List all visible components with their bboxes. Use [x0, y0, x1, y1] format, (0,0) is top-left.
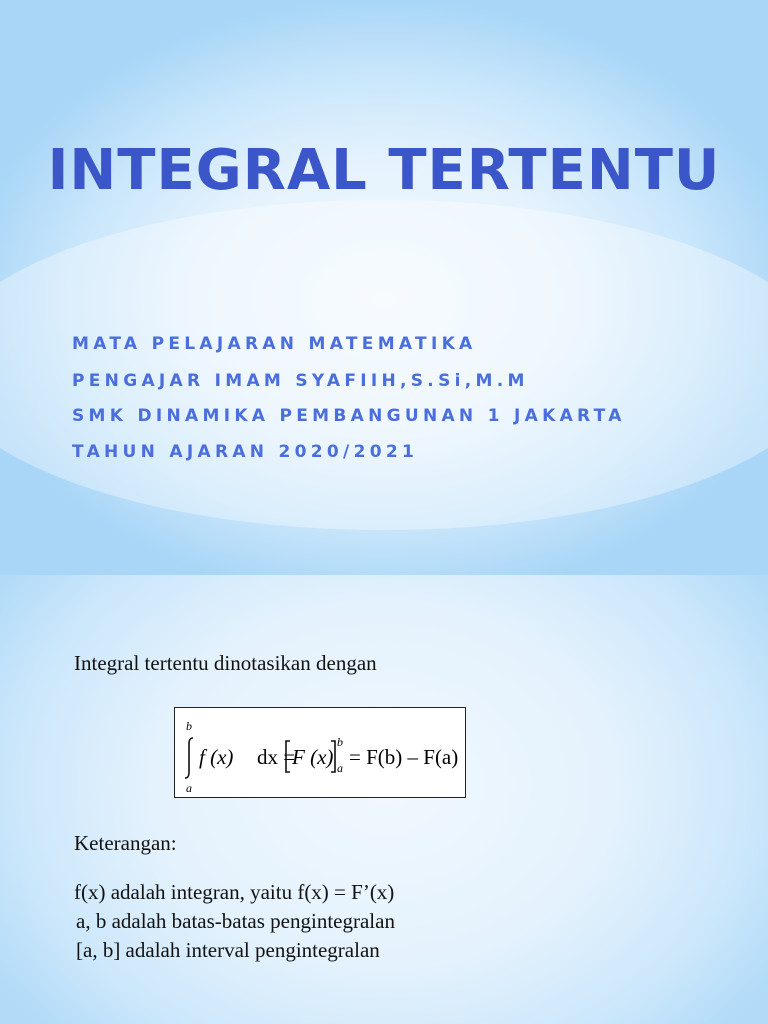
- background-oval: [0, 200, 768, 530]
- integrand: f (x): [199, 745, 234, 769]
- content-slide: [0, 575, 768, 1024]
- formula-result: = F(b) – F(a): [349, 745, 459, 769]
- dx-equals: dx =: [257, 745, 296, 769]
- intro-text: Integral tertentu dinotasikan dengan: [74, 651, 377, 675]
- keterangan-line-interval: [a, b] adalah interval pengintegralan: [76, 938, 380, 962]
- bracket-lower-limit: a: [337, 761, 343, 775]
- subtitle-year: TAHUN AJARAN 2020/2021: [72, 442, 419, 462]
- subtitle-school: SMK DINAMIKA PEMBANGUNAN 1 JAKARTA: [72, 406, 626, 426]
- integral-lower-limit: a: [186, 781, 192, 795]
- keterangan-heading: Keterangan:: [74, 831, 177, 855]
- keterangan-line-batas: a, b adalah batas-batas pengintegralan: [76, 909, 395, 933]
- keterangan-line-integran: f(x) adalah integran, yaitu f(x) = F’(x): [74, 880, 395, 904]
- antiderivative: F (x): [292, 745, 334, 769]
- formula-box: [174, 707, 466, 798]
- integral-upper-limit: b: [186, 719, 192, 733]
- integral-sign-icon: [185, 738, 193, 778]
- subtitle-teacher: PENGAJAR IMAM SYAFIIH,S.Si,M.M: [72, 371, 529, 391]
- slide-title: INTEGRAL TERTENTU: [47, 138, 721, 203]
- subtitle-subject: MATA PELAJARAN MATEMATIKA: [72, 334, 477, 354]
- integral-formula: [175, 708, 465, 797]
- bracket-upper-limit: b: [337, 735, 343, 749]
